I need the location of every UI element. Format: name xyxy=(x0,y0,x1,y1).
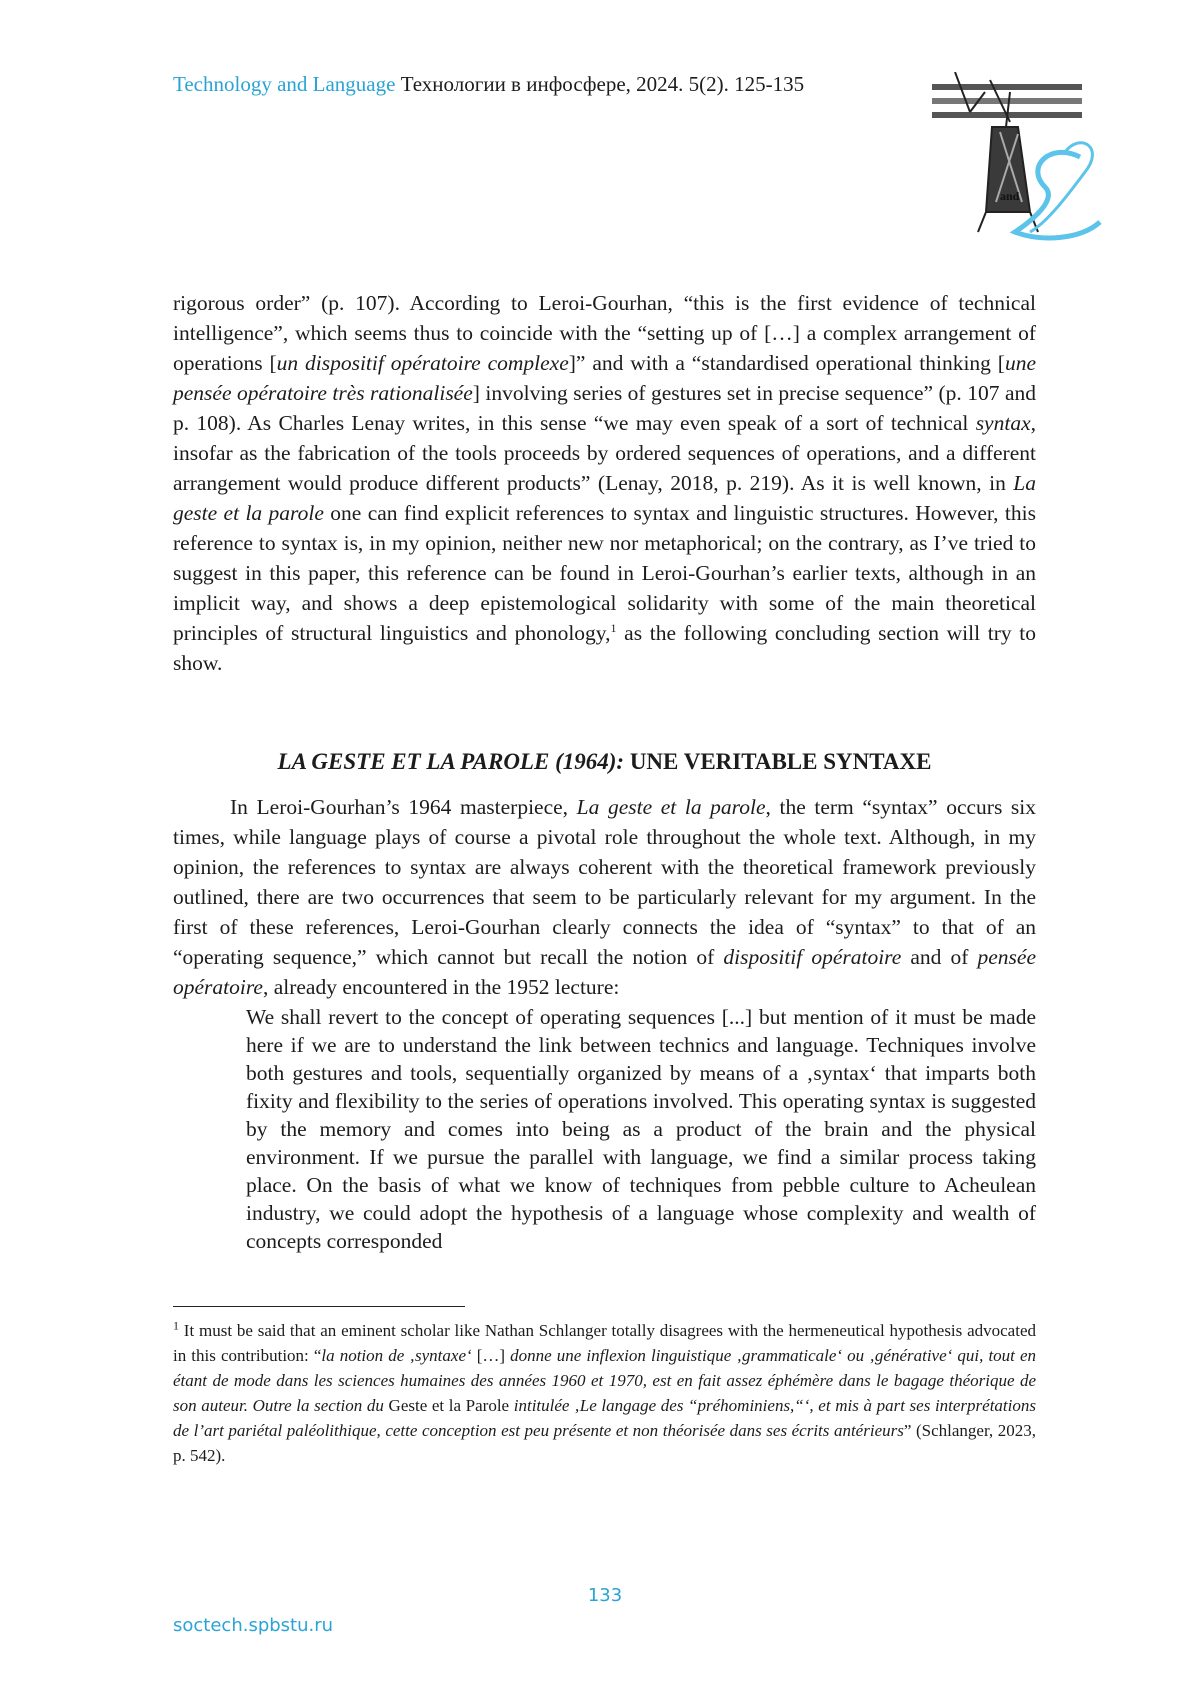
italic-run: La geste et la parole xyxy=(576,795,766,819)
italic-run: dispositif opératoire xyxy=(723,945,902,969)
block-quote-text: We shall revert to the concept of operating sequences [...] but mention of it must be made here if we are to understand the link between technics and language. Techniques involve both gestures and tools, sequentially organized by means of a ‚syntax‘ that imparts both fixity and flexibility to the series of operations involved. This operating syntax is suggested by the memory and comes into being as a product of the brain and the physical environment. If we pursue the parallel with language, we find a similar process taking place. On the basis of what we know of techniques from pebble culture to Acheulean industry, we could adopt the hypothesis of a language whose complexity and wealth of concepts corresponded xyxy=(246,1005,1036,1253)
journal-logo xyxy=(930,72,1115,247)
text-run: , the term “syntax” occurs six times, while language plays of course a pivotal role throughout the whole text. Although, in my opinion, the references to syntax are always coherent with the theoretical framework previously outlined, there are two occurrences that seem to be particularly relevant for my argument. In the first of these references, Leroi-Gourhan clearly connects the idea of “syntax” to that of an “operating sequence,” which cannot but recall the notion of xyxy=(173,795,1037,969)
footnote-divider xyxy=(173,1306,465,1307)
text-run: […] xyxy=(471,1346,511,1365)
logo-word: and xyxy=(1000,189,1020,203)
italic-run: pensée opératoire xyxy=(173,945,1037,999)
text-run: as the following concluding section will try to show. xyxy=(173,621,1036,675)
italic-run: un dispositif opératoire complexe xyxy=(276,351,569,375)
text-run: Geste et la Parole xyxy=(383,1396,514,1415)
text-run: , already encountered in the 1952 lecture: xyxy=(262,975,620,999)
text-run: ” (Schlanger, 2023, p. 542). xyxy=(173,1421,1036,1465)
text-run: ] involving series of gestures set in precise sequence” (p. 107 and p. 108). As Charles Lenay writes, in this sense “we may even speak of a sort of technical xyxy=(173,381,1036,435)
body-paragraph xyxy=(173,792,1036,1002)
text-run: one can find explicit references to syntax and linguistic structures. However, this reference to syntax is, in my opinion, neither new nor metaphorical; on the contrary, as I’ve tried to suggest in this paper, this reference can be found in Leroi-Gourhan’s earlier texts, although in an implicit way, and shows a deep epistemological solidarity with some of the main theoretical principles of structural linguistics and phonology, xyxy=(173,501,1036,645)
text-run: and of xyxy=(901,945,978,969)
footnote-marker[interactable]: 1 xyxy=(610,620,617,635)
italic-run: syntax xyxy=(975,411,1031,435)
italic-run: La geste et la parole xyxy=(173,471,1036,525)
italic-run: la notion de ‚syntaxe‘ xyxy=(321,1346,472,1365)
section-heading-regular: UNE VERITABLE SYNTAXE xyxy=(624,749,932,774)
page-number: 133 xyxy=(587,1585,623,1606)
journal-title-en: Technology and Language xyxy=(173,72,396,96)
text-run: rigorous order” (p. 107). According to Leroi-Gourhan, “this is the first evidence of technical intelligence”, which seems thus to coincide with the “setting up of […] a complex arrangement of operations [ xyxy=(173,291,1036,375)
section-heading xyxy=(173,747,1036,777)
italic-run: intitulée ‚Le langage des “préhominiens,“‘, et mis à part ses interprétations de l’art pariétal paléolithique, cette conception est peu présente et non théorisée dans ses écrits antérieurs xyxy=(173,1396,1036,1440)
section-heading-italic: LA GESTE ET LA PAROLE (1964): xyxy=(277,749,625,774)
block-quote xyxy=(246,1003,1036,1255)
italic-run: donne une inflexion linguistique ‚grammaticale‘ ou ‚générative‘ qui, tout en étant de mode dans les sciences humaines des années 1960 et 1970, est en fait assez éphémère dans le bagage théorique de son auteur. Outre la section du xyxy=(173,1346,1037,1415)
site-link[interactable]: soctech.spbstu.ru xyxy=(173,1615,334,1636)
text-run: It must be said that an eminent scholar like Nathan Schlanger totally disagrees with the hermeneutical hypothesis advocated in this contribution: “ xyxy=(173,1321,1036,1365)
text-run: ]” and with a “standardised operational thinking [ xyxy=(568,351,1005,375)
text-run: , insofar as the fabrication of the tools proceeds by ordered sequences of operations, and a different arrangement would produce different products” (Lenay, 2018, p. 219). As it is well known, in xyxy=(173,411,1036,495)
italic-run: une pensée opératoire très rationalisée xyxy=(173,351,1037,405)
journal-title-ru: Технологии в инфосфере, 2024. 5(2). 125-135 xyxy=(400,72,805,96)
intro-paragraph xyxy=(173,288,1036,678)
running-header xyxy=(173,72,804,97)
text-run: In Leroi-Gourhan’s 1964 masterpiece, xyxy=(230,795,577,819)
footnote xyxy=(173,1318,1036,1468)
footnote-number: 1 xyxy=(173,1318,179,1333)
